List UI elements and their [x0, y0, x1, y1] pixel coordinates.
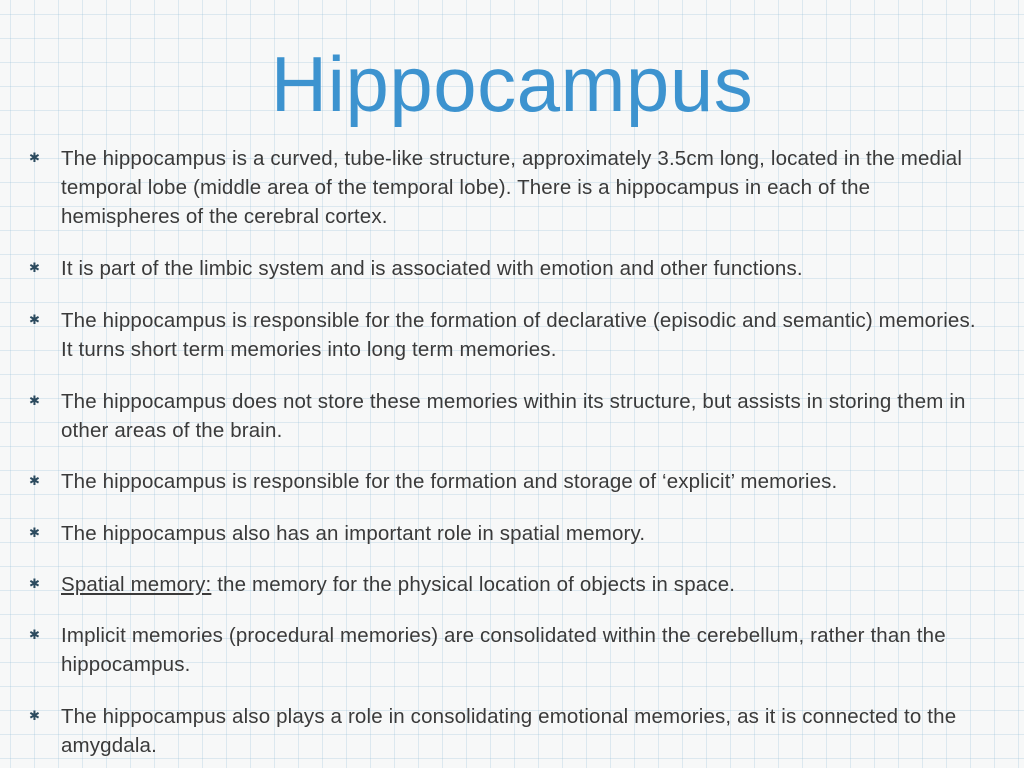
asterisk-bullet-icon: ✱ [29, 151, 40, 166]
bullet-text: The hippocampus also has an important role in spatial memory. [61, 522, 646, 545]
spatial-memory-term: Spatial memory: [61, 573, 212, 596]
asterisk-bullet-icon: ✱ [29, 526, 40, 541]
bullet-text: Implicit memories (procedural memories) are consolidated within the cerebellum, rather than the hippocampus. [61, 624, 946, 676]
asterisk-bullet-icon: ✱ [29, 577, 40, 592]
asterisk-bullet-icon: ✱ [29, 474, 40, 489]
bullet-text: The hippocampus also plays a role in consolidating emotional memories, as it is connected to the amygdala. [61, 705, 957, 757]
asterisk-bullet-icon: ✱ [29, 261, 40, 276]
bullet-text: The hippocampus is a curved, tube-like structure, approximately 3.5cm long, located in the medial temporal lobe (middle area of the temporal lobe). There is a hippocampus in each of the hemispheres of the cerebral cortex. [61, 147, 963, 228]
bullet-text: The hippocampus is responsible for the formation of declarative (episodic and semantic) memories. It turns short term memories into long term memories. [61, 309, 976, 361]
slide-title: Hippocampus [270, 40, 754, 128]
asterisk-bullet-icon: ✱ [29, 394, 40, 409]
spatial-memory-definition: the memory for the physical location of objects in space. [211, 573, 736, 596]
bullet-text [61, 570, 981, 599]
bullet-text: It is part of the limbic system and is associated with emotion and other functions. [61, 257, 803, 280]
bullet-text: The hippocampus does not store these memories within its structure, but assists in storing them in other areas of the brain. [61, 390, 966, 442]
asterisk-bullet-icon: ✱ [29, 628, 40, 643]
asterisk-bullet-icon: ✱ [29, 313, 40, 328]
asterisk-bullet-icon: ✱ [29, 709, 40, 724]
bullet-text: The hippocampus is responsible for the formation and storage of ‘explicit’ memories. [61, 470, 838, 493]
